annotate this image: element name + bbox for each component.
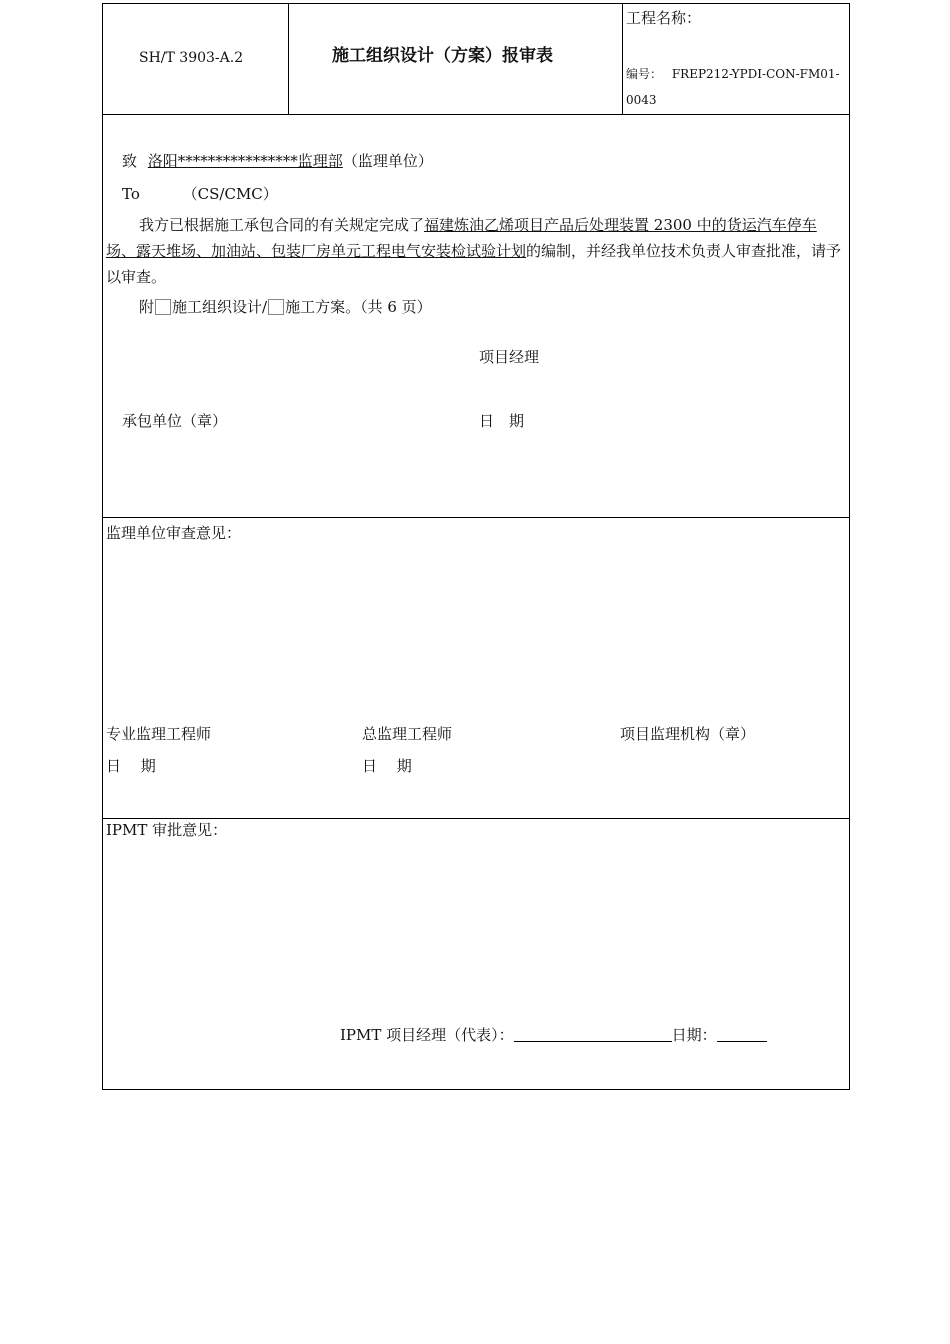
project-name-label: 工程名称： (626, 9, 702, 27)
supervision-opinion-label: 监理单位审查意见： (106, 524, 242, 542)
supervision-unit-suffix: （监理单位） (342, 152, 433, 170)
addressee-en-line (122, 184, 278, 204)
ipmt-date-label: 日期： (671, 1026, 717, 1044)
ipmt-opinion-label: IPMT 审批意见： (106, 821, 228, 839)
form-number-label: 编号： (626, 67, 663, 81)
supervision-divider (103, 818, 849, 819)
ipmt-signature-line (340, 1025, 767, 1045)
to-prefix: 致 (122, 152, 138, 170)
ipmt-manager-label: IPMT 项目经理（代表）： (340, 1026, 514, 1044)
form-number (626, 64, 840, 84)
submission-divider (103, 517, 849, 518)
standard-code: SH/T 3903-A.2 (139, 50, 244, 66)
header-col-divider-2 (622, 4, 623, 114)
project-manager-label: 项目经理 (479, 348, 540, 366)
contractor-seal-label: 承包单位（章） (122, 412, 228, 430)
attach-prefix: 附 (139, 298, 155, 316)
header-divider (103, 114, 849, 115)
body-suffix: 的编制，并经我单位技术负责人审查批准，请予以审查。 (106, 242, 842, 286)
construction-plan-checkbox[interactable] (268, 299, 284, 315)
attach-option-plan: 施工方案。（共 6 页） (285, 298, 432, 316)
header-col-divider-1 (288, 4, 289, 114)
chief-date-label: 日 期 (362, 757, 412, 775)
ipmt-manager-signature-field[interactable] (514, 1027, 672, 1042)
submission-body (106, 212, 846, 290)
addressee-line (122, 151, 433, 171)
to-en-abbr: （CS/CMC） (182, 185, 278, 203)
form-number-line2: 0043 (626, 93, 657, 107)
to-en: To (122, 185, 140, 203)
attach-option-design: 施工组织设计/ (172, 298, 268, 316)
supervision-unit-name: 洛阳****************监理部 (147, 152, 343, 170)
supervision-org-seal-label: 项目监理机构（章） (620, 725, 756, 743)
specialist-date-label: 日 期 (106, 757, 156, 775)
specialist-engineer-label: 专业监理工程师 (106, 725, 212, 743)
form-title: 施工组织设计（方案）报审表 (332, 46, 553, 66)
ipmt-date-field[interactable] (717, 1027, 767, 1042)
contractor-date-label: 日 期 (479, 412, 525, 430)
attachment-line (139, 297, 432, 317)
approval-form (102, 3, 850, 1090)
chief-engineer-label: 总监理工程师 (362, 725, 453, 743)
body-prefix: 我方已根据施工承包合同的有关规定完成了 (139, 216, 425, 234)
plan-title: 福建炼油乙烯项目产品后处理装置 2300 中的货运汽车停车场、露天堆场、加油站、包装厂房单元工程电气安装检试验计划 (106, 216, 817, 260)
form-number-line1: FREP212-YPDI-CON-FM01- (671, 67, 840, 81)
org-design-checkbox[interactable] (155, 299, 171, 315)
